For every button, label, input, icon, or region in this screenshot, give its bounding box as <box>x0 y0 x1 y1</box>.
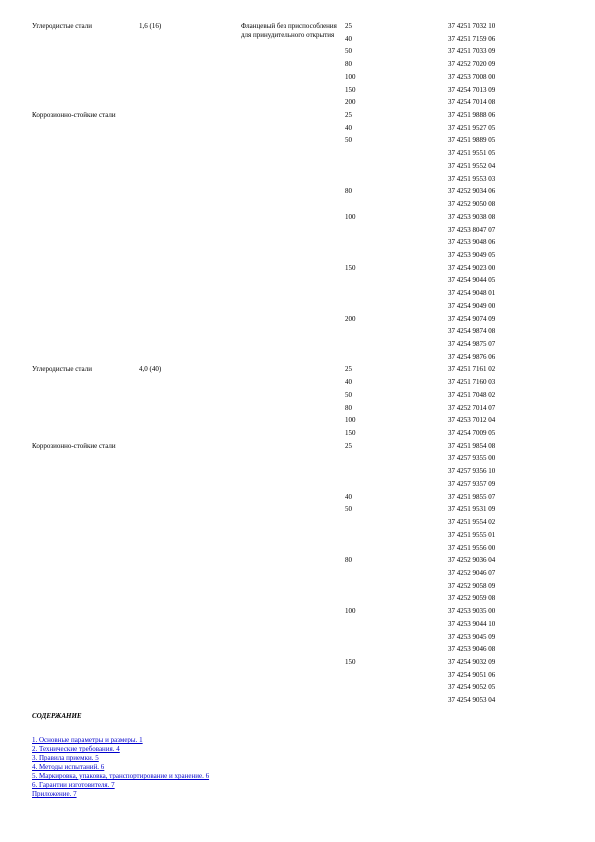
table-row <box>0 249 595 262</box>
okp-code-cell: 37 4252 9036 04 <box>448 556 496 565</box>
nominal-diameter-cell: 25 <box>345 22 352 30</box>
okp-code-cell: 37 4252 9050 08 <box>448 200 496 209</box>
table-row <box>0 516 595 529</box>
okp-code-cell: 37 4253 9035 00 <box>448 607 496 616</box>
toc-title: СОДЕРЖАНИЕ <box>32 712 82 720</box>
table-row <box>0 542 595 555</box>
okp-code-cell: 37 4254 9876 06 <box>448 352 496 361</box>
toc-item <box>32 790 552 799</box>
table-row <box>0 109 595 122</box>
okp-code-cell: 37 4252 9046 07 <box>448 568 496 577</box>
okp-code-cell: 37 4254 9023 00 <box>448 263 496 272</box>
nominal-diameter-cell: 100 <box>345 416 356 425</box>
nominal-diameter-cell: 80 <box>345 187 352 196</box>
toc-link[interactable]: Приложение. 7 <box>32 790 77 798</box>
table-row <box>0 618 595 631</box>
table-row <box>0 274 595 287</box>
toc-item <box>32 745 552 754</box>
nominal-diameter-cell: 150 <box>345 658 356 666</box>
okp-code-cell: 37 4257 9357 09 <box>448 479 496 488</box>
nominal-diameter-cell: 25 <box>345 365 352 374</box>
table-row <box>0 33 595 46</box>
table-row <box>0 325 595 338</box>
table-row <box>0 681 595 694</box>
table-row <box>0 669 595 682</box>
table-row <box>0 592 595 605</box>
okp-code-cell: 37 4257 9356 10 <box>448 467 496 476</box>
toc-link[interactable]: 1. Основные параметры и размеры. 1 <box>32 736 143 744</box>
okp-code-cell: 37 4253 9048 06 <box>448 238 496 247</box>
nominal-diameter-cell: 50 <box>345 136 352 145</box>
okp-code-cell: 37 4253 7008 00 <box>448 72 496 81</box>
okp-code-cell: 37 4253 9046 08 <box>448 645 496 654</box>
table-row <box>0 414 595 427</box>
okp-code-cell: 37 4254 9044 05 <box>448 276 496 285</box>
nominal-diameter-cell: 25 <box>345 441 352 450</box>
okp-code-cell: 37 4251 7033 09 <box>448 47 496 56</box>
nominal-diameter-cell: 150 <box>345 429 356 438</box>
table-row <box>0 211 595 224</box>
material-cell: Углеродистые стали <box>32 365 92 374</box>
table-row <box>0 300 595 313</box>
connection-type-cell: Фланцевый без приспособления для принудительного открытия <box>241 22 337 39</box>
okp-code-cell: 37 4254 9875 07 <box>448 340 496 348</box>
nominal-diameter-cell: 50 <box>345 505 352 514</box>
okp-code-cell: 37 4252 7020 09 <box>448 60 496 69</box>
table-row <box>0 580 595 593</box>
okp-code-cell: 37 4254 9048 01 <box>448 289 496 298</box>
toc-link[interactable]: 3. Правила приемки. 5 <box>32 754 99 762</box>
nominal-diameter-cell: 40 <box>345 378 352 387</box>
table-row <box>0 491 595 504</box>
okp-code-cell: 37 4251 9889 05 <box>448 136 496 145</box>
okp-code-cell: 37 4253 9045 09 <box>448 632 496 641</box>
toc-link[interactable]: 4. Методы испытаний. 6 <box>32 763 105 771</box>
table-row <box>0 134 595 147</box>
okp-code-cell: 37 4252 9059 08 <box>448 594 496 603</box>
table-row <box>0 694 595 707</box>
okp-code-cell: 37 4251 9554 02 <box>448 518 496 527</box>
table-row <box>0 363 595 376</box>
okp-code-cell: 37 4251 9551 05 <box>448 149 496 158</box>
okp-code-cell: 37 4251 9552 04 <box>448 161 496 170</box>
okp-code-cell: 37 4254 9074 09 <box>448 314 496 323</box>
table-row <box>0 605 595 618</box>
nominal-diameter-cell: 100 <box>345 72 356 81</box>
table-row <box>0 503 595 516</box>
table-row <box>0 376 595 389</box>
toc-item <box>32 754 552 763</box>
table-row <box>0 185 595 198</box>
pressure-cell: 1,6 (16) <box>139 22 162 30</box>
okp-code-cell: 37 4251 9854 08 <box>448 441 496 450</box>
table-row <box>0 465 595 478</box>
table-row <box>0 427 595 440</box>
table-row <box>0 631 595 644</box>
material-cell: Коррозионно-стойкие стали <box>32 111 116 120</box>
okp-code-cell: 37 4254 9051 06 <box>448 670 496 679</box>
nominal-diameter-cell: 80 <box>345 60 352 69</box>
nominal-diameter-cell: 80 <box>345 556 352 565</box>
okp-code-cell: 37 4257 9355 00 <box>448 454 496 463</box>
toc-link[interactable]: 2. Технические требования. 4 <box>32 745 120 753</box>
toc-item <box>32 763 552 772</box>
okp-code-cell: 37 4251 7161 02 <box>448 365 496 374</box>
table-row <box>0 338 595 351</box>
nominal-diameter-cell: 40 <box>345 492 352 501</box>
okp-code-cell: 37 4254 9032 09 <box>448 658 496 666</box>
material-cell: Коррозионно-стойкие стали <box>32 441 116 450</box>
table-row <box>0 58 595 71</box>
okp-code-cell: 37 4254 7013 09 <box>448 85 496 94</box>
table-row <box>0 567 595 580</box>
table-row <box>0 452 595 465</box>
toc-item <box>32 772 552 781</box>
toc-list <box>32 736 552 799</box>
nominal-diameter-cell: 80 <box>345 403 352 412</box>
pressure-cell: 4,0 (40) <box>139 365 162 374</box>
table-row <box>0 287 595 300</box>
table-row <box>0 351 595 364</box>
table-row <box>0 656 595 669</box>
okp-code-cell: 37 4251 7159 06 <box>448 34 496 43</box>
table-row <box>0 529 595 542</box>
table-row <box>0 147 595 160</box>
okp-code-cell: 37 4253 7012 04 <box>448 416 496 425</box>
table-row <box>0 122 595 135</box>
table-row <box>0 71 595 84</box>
table-row <box>0 45 595 58</box>
okp-code-cell: 37 4251 7048 02 <box>448 390 496 399</box>
table-row <box>0 173 595 186</box>
table-row <box>0 198 595 211</box>
okp-code-cell: 37 4251 7160 03 <box>448 378 496 387</box>
table-row <box>0 402 595 415</box>
toc-link[interactable]: 6. Гарантии изготовителя. 7 <box>32 781 115 789</box>
okp-code-cell: 37 4254 9049 00 <box>448 301 496 310</box>
okp-code-cell: 37 4251 9555 01 <box>448 530 496 539</box>
nominal-diameter-cell: 50 <box>345 47 352 56</box>
okp-code-cell: 37 4251 7032 10 <box>448 22 496 30</box>
table-row <box>0 478 595 491</box>
okp-code-cell: 37 4254 7009 05 <box>448 429 496 438</box>
nominal-diameter-cell: 150 <box>345 85 356 94</box>
nominal-diameter-cell: 40 <box>345 123 352 132</box>
okp-code-cell: 37 4254 9053 04 <box>448 696 496 705</box>
okp-code-cell: 37 4251 9556 00 <box>448 543 496 552</box>
table-row <box>0 554 595 567</box>
okp-code-cell: 37 4253 8047 07 <box>448 225 496 234</box>
table-row <box>0 84 595 97</box>
table-row <box>0 643 595 656</box>
nominal-diameter-cell: 100 <box>345 212 356 221</box>
okp-code-cell: 37 4253 9049 05 <box>448 250 496 259</box>
okp-code-cell: 37 4251 9531 09 <box>448 505 496 514</box>
okp-code-cell: 37 4252 9058 09 <box>448 581 496 590</box>
table-row <box>0 224 595 237</box>
nominal-diameter-cell: 50 <box>345 390 352 399</box>
nominal-diameter-cell: 150 <box>345 263 356 272</box>
okp-code-cell: 37 4251 9527 05 <box>448 123 496 132</box>
nominal-diameter-cell: 40 <box>345 34 352 43</box>
okp-code-cell: 37 4254 7014 08 <box>448 98 496 107</box>
toc-item <box>32 781 552 790</box>
table-row <box>0 262 595 275</box>
toc-item <box>32 736 552 745</box>
table-row <box>0 160 595 173</box>
table-row <box>0 389 595 402</box>
table-row <box>0 440 595 453</box>
okp-code-cell: 37 4251 9855 07 <box>448 492 496 501</box>
okp-code-cell: 37 4252 7014 07 <box>448 403 496 412</box>
okp-code-cell: 37 4252 9034 06 <box>448 187 496 196</box>
toc-link[interactable]: 5. Маркировка, упаковка, транспортирование и хранение. 6 <box>32 772 210 780</box>
okp-code-cell: 37 4253 9038 08 <box>448 212 496 221</box>
okp-code-cell: 37 4251 9888 06 <box>448 111 496 120</box>
table-row <box>0 96 595 109</box>
okp-code-cell: 37 4254 9052 05 <box>448 683 496 692</box>
table-of-contents <box>32 712 552 799</box>
okp-code-cell: 37 4253 9044 10 <box>448 619 496 628</box>
table-row <box>0 313 595 326</box>
table-row <box>0 236 595 249</box>
nominal-diameter-cell: 200 <box>345 314 356 323</box>
material-cell: Углеродистые стали <box>32 22 92 30</box>
okp-code-cell: 37 4254 9874 08 <box>448 327 496 336</box>
nominal-diameter-cell: 25 <box>345 111 352 120</box>
okp-code-cell: 37 4251 9553 03 <box>448 174 496 183</box>
nominal-diameter-cell: 100 <box>345 607 356 616</box>
nominal-diameter-cell: 200 <box>345 98 356 107</box>
